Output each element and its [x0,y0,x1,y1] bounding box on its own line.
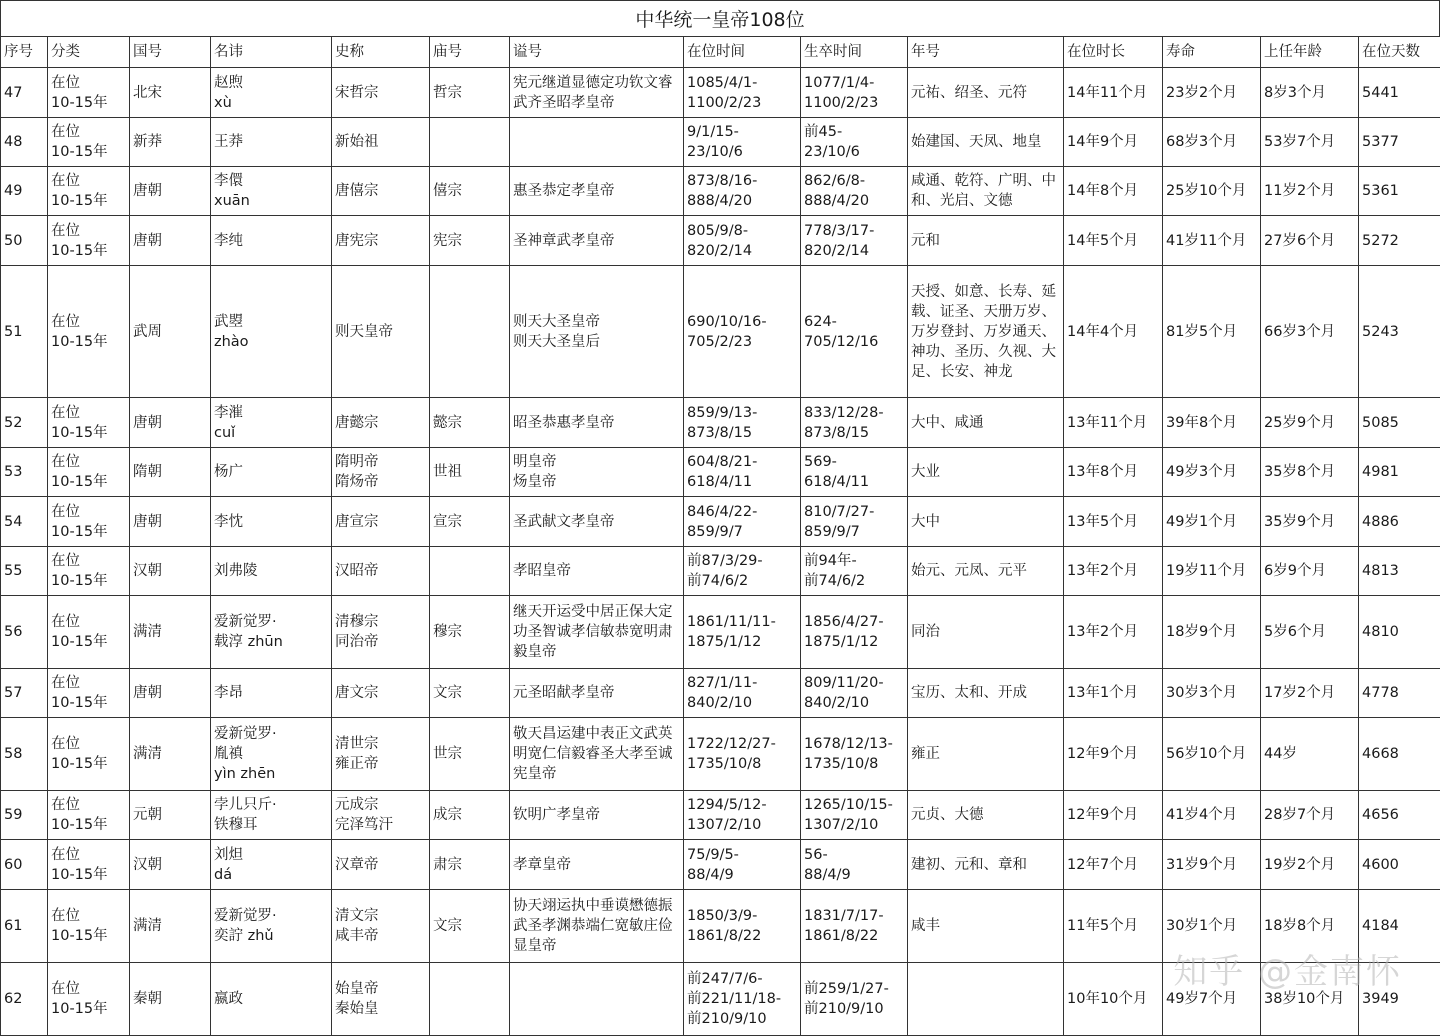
table-cell[interactable] [430,118,510,167]
table-cell[interactable]: 778/3/17- 820/2/14 [801,216,908,266]
table-row[interactable] [1,890,1440,963]
table-cell[interactable]: 810/7/27- 859/9/7 [801,497,908,547]
table-cell[interactable]: 44岁 [1261,718,1359,791]
table-cell[interactable]: 清文宗 咸丰帝 [332,890,430,963]
table-cell[interactable]: 9/1/15- 23/10/6 [684,118,801,167]
table-cell[interactable]: 王莽 [211,118,332,167]
table-cell[interactable]: 汉朝 [130,547,211,596]
table-cell[interactable]: 李儇 xuān [211,167,332,216]
table-cell[interactable]: 4981 [1359,448,1440,497]
table-cell[interactable]: 4813 [1359,547,1440,596]
column-header[interactable]: 分类 [48,37,130,68]
table-cell[interactable]: 4778 [1359,669,1440,718]
table-row[interactable] [1,118,1440,167]
table-cell[interactable]: 30岁1个月 [1163,890,1261,963]
table-cell[interactable]: 8岁3个月 [1261,68,1359,118]
table-row[interactable] [1,596,1440,669]
column-header[interactable]: 庙号 [430,37,510,68]
table-cell[interactable]: 前87/3/29- 前74/6/2 [684,547,801,596]
table-row[interactable] [1,963,1440,1036]
table-cell[interactable]: 11岁2个月 [1261,167,1359,216]
table-cell[interactable]: 66岁3个月 [1261,266,1359,398]
table-cell[interactable]: 在位 10-15年 [48,167,130,216]
table-cell[interactable]: 14年9个月 [1064,118,1163,167]
table-cell[interactable]: 在位 10-15年 [48,718,130,791]
table-row[interactable] [1,497,1440,547]
column-header[interactable]: 寿命 [1163,37,1261,68]
header-row [1,37,1440,68]
table-cell[interactable]: 51 [1,266,48,398]
table-cell[interactable]: 在位 10-15年 [48,840,130,890]
table-cell[interactable]: 58 [1,718,48,791]
table-cell[interactable]: 13年2个月 [1064,547,1163,596]
column-header[interactable]: 上任年龄 [1261,37,1359,68]
table-cell[interactable] [510,118,684,167]
table-body [1,68,1440,1036]
table-cell[interactable]: 大中、咸通 [908,398,1064,448]
table-cell[interactable]: 协天翊运执中垂谟懋德振武圣孝渊恭端仁宽敏庄俭显皇帝 [510,890,684,963]
table-cell[interactable]: 5441 [1359,68,1440,118]
table-cell[interactable]: 49 [1,167,48,216]
table-cell[interactable]: 在位 10-15年 [48,596,130,669]
table-cell[interactable]: 大业 [908,448,1064,497]
table-cell[interactable]: 天授、如意、长寿、延载、证圣、天册万岁、万岁登封、万岁通天、神功、圣历、久视、大足、长安、神龙 [908,266,1064,398]
table-cell[interactable]: 1678/12/13- 1735/10/8 [801,718,908,791]
table-cell[interactable] [510,963,684,1036]
table-cell[interactable]: 60 [1,840,48,890]
table-cell[interactable]: 则天大圣皇帝 则天大圣皇后 [510,266,684,398]
table-cell[interactable] [430,547,510,596]
table-cell[interactable]: 钦明广孝皇帝 [510,791,684,840]
table-cell[interactable]: 嬴政 [211,963,332,1036]
table-cell[interactable]: 35岁8个月 [1261,448,1359,497]
column-header[interactable]: 国号 [130,37,211,68]
table-cell[interactable]: 41岁4个月 [1163,791,1261,840]
table-cell[interactable]: 唐朝 [130,216,211,266]
table-cell[interactable]: 5085 [1359,398,1440,448]
table-cell[interactable]: 宋哲宗 [332,68,430,118]
table-cell[interactable]: 39年8个月 [1163,398,1261,448]
table-cell[interactable]: 3949 [1359,963,1440,1036]
table-cell[interactable]: 18岁8个月 [1261,890,1359,963]
table-cell[interactable]: 世宗 [430,718,510,791]
table-cell[interactable]: 唐僖宗 [332,167,430,216]
table-cell[interactable]: 809/11/20- 840/2/10 [801,669,908,718]
table-cell[interactable]: 咸通、乾符、广明、中和、光启、文德 [908,167,1064,216]
table-row[interactable] [1,547,1440,596]
column-header[interactable]: 年号 [908,37,1064,68]
table-cell[interactable]: 49岁3个月 [1163,448,1261,497]
table-cell[interactable]: 唐懿宗 [332,398,430,448]
table-cell[interactable]: 满清 [130,890,211,963]
table-cell[interactable]: 25岁9个月 [1261,398,1359,448]
table-cell[interactable]: 元和 [908,216,1064,266]
table-cell[interactable]: 5272 [1359,216,1440,266]
table-cell[interactable]: 始元、元凤、元平 [908,547,1064,596]
column-header[interactable]: 序号 [1,37,48,68]
table-cell[interactable]: 75/9/5- 88/4/9 [684,840,801,890]
table-row[interactable] [1,216,1440,266]
table-cell[interactable]: 爱新觉罗· 胤禛 yìn zhēn [211,718,332,791]
table-cell[interactable]: 唐宪宗 [332,216,430,266]
table-cell[interactable]: 690/10/16- 705/2/23 [684,266,801,398]
table-cell[interactable]: 李漼 cuǐ [211,398,332,448]
table-cell[interactable]: 41岁11个月 [1163,216,1261,266]
table-cell[interactable]: 17岁2个月 [1261,669,1359,718]
table-cell[interactable]: 穆宗 [430,596,510,669]
table-cell[interactable]: 57 [1,669,48,718]
table-cell[interactable]: 49岁7个月 [1163,963,1261,1036]
table-cell[interactable]: 惠圣恭定孝皇帝 [510,167,684,216]
table-cell[interactable]: 前259/1/27- 前210/9/10 [801,963,908,1036]
table-cell[interactable]: 清穆宗 同治帝 [332,596,430,669]
table-cell[interactable]: 咸丰 [908,890,1064,963]
table-cell[interactable]: 846/4/22- 859/9/7 [684,497,801,547]
table-cell[interactable] [430,266,510,398]
table-cell[interactable]: 成宗 [430,791,510,840]
table-cell[interactable]: 在位 10-15年 [48,963,130,1036]
table-cell[interactable]: 始建国、天凤、地皇 [908,118,1064,167]
table-cell[interactable]: 昭圣恭惠孝皇帝 [510,398,684,448]
table-cell[interactable]: 27岁6个月 [1261,216,1359,266]
table-cell[interactable]: 6岁9个月 [1261,547,1359,596]
table-cell[interactable]: 始皇帝 秦始皇 [332,963,430,1036]
table-cell[interactable]: 833/12/28- 873/8/15 [801,398,908,448]
table-cell[interactable]: 62 [1,963,48,1036]
table-cell[interactable]: 武曌 zhào [211,266,332,398]
column-header[interactable]: 名讳 [211,37,332,68]
table-cell[interactable]: 清世宗 雍正帝 [332,718,430,791]
table-cell[interactable]: 在位 10-15年 [48,497,130,547]
table-cell[interactable]: 元祐、绍圣、元符 [908,68,1064,118]
table-cell[interactable]: 前45- 23/10/6 [801,118,908,167]
table-cell[interactable]: 隋朝 [130,448,211,497]
table-cell[interactable]: 18岁9个月 [1163,596,1261,669]
table-cell[interactable]: 圣武献文孝皇帝 [510,497,684,547]
table-cell[interactable]: 唐文宗 [332,669,430,718]
table-cell[interactable]: 建初、元和、章和 [908,840,1064,890]
column-header[interactable]: 在位天数 [1359,37,1440,68]
table-cell[interactable]: 世祖 [430,448,510,497]
table-cell[interactable]: 31岁9个月 [1163,840,1261,890]
table-cell[interactable]: 前247/7/6- 前221/11/18- 前210/9/10 [684,963,801,1036]
table-cell[interactable]: 569- 618/4/11 [801,448,908,497]
table-cell[interactable]: 文宗 [430,890,510,963]
sheet-title: 中华统一皇帝108位 [0,0,1440,36]
table-cell[interactable]: 唐朝 [130,167,211,216]
table-cell[interactable]: 元成宗 完泽笃汗 [332,791,430,840]
table-cell[interactable]: 唐朝 [130,669,211,718]
table-cell[interactable]: 明皇帝 炀皇帝 [510,448,684,497]
table-cell[interactable]: 前94年- 前74/6/2 [801,547,908,596]
table-cell[interactable]: 元朝 [130,791,211,840]
table-cell[interactable]: 新莽 [130,118,211,167]
table-cell[interactable]: 哲宗 [430,68,510,118]
table-cell[interactable]: 14年5个月 [1064,216,1163,266]
table-cell[interactable]: 爱新觉罗· 奕詝 zhǔ [211,890,332,963]
table-cell[interactable]: 在位 10-15年 [48,890,130,963]
table-cell[interactable]: 懿宗 [430,398,510,448]
table-cell[interactable]: 52 [1,398,48,448]
table-cell[interactable]: 50 [1,216,48,266]
emperor-table [0,36,1440,1036]
table-cell[interactable]: 圣神章武孝皇帝 [510,216,684,266]
table-cell[interactable]: 元圣昭献孝皇帝 [510,669,684,718]
table-cell[interactable]: 13年11个月 [1064,398,1163,448]
column-header[interactable]: 生卒时间 [801,37,908,68]
table-cell[interactable]: 在位 10-15年 [48,669,130,718]
column-header[interactable]: 史称 [332,37,430,68]
table-cell[interactable] [430,963,510,1036]
table-cell[interactable]: 805/9/8- 820/2/14 [684,216,801,266]
table-cell[interactable]: 81岁5个月 [1163,266,1261,398]
table-row[interactable] [1,791,1440,840]
table-cell[interactable]: 在位 10-15年 [48,266,130,398]
table-cell[interactable]: 14年8个月 [1064,167,1163,216]
table-cell[interactable]: 僖宗 [430,167,510,216]
table-cell[interactable]: 873/8/16- 888/4/20 [684,167,801,216]
table-cell[interactable]: 53 [1,448,48,497]
table-row[interactable] [1,718,1440,791]
table-cell[interactable]: 4656 [1359,791,1440,840]
table-cell[interactable]: 11年5个月 [1064,890,1163,963]
table-cell[interactable]: 唐宣宗 [332,497,430,547]
table-cell[interactable]: 唐朝 [130,497,211,547]
table-cell[interactable]: 在位 10-15年 [48,791,130,840]
table-row[interactable] [1,669,1440,718]
table-cell[interactable]: 624- 705/12/16 [801,266,908,398]
table-cell[interactable]: 宪宗 [430,216,510,266]
table-cell[interactable]: 23岁2个月 [1163,68,1261,118]
table-cell[interactable]: 1294/5/12- 1307/2/10 [684,791,801,840]
table-row[interactable] [1,398,1440,448]
table-cell[interactable]: 同治 [908,596,1064,669]
table-cell[interactable]: 12年9个月 [1064,718,1163,791]
table-cell[interactable]: 宣宗 [430,497,510,547]
table-cell[interactable]: 敬天昌运建中表正文武英明宽仁信毅睿圣大孝至诚宪皇帝 [510,718,684,791]
table-cell[interactable]: 30岁3个月 [1163,669,1261,718]
table-cell[interactable]: 孝昭皇帝 [510,547,684,596]
table-cell[interactable]: 肃宗 [430,840,510,890]
table-cell[interactable]: 1861/11/11- 1875/1/12 [684,596,801,669]
table-cell[interactable]: 赵煦 xù [211,68,332,118]
table-cell[interactable]: 继天开运受中居正保大定功圣智诚孝信敏恭宽明肃毅皇帝 [510,596,684,669]
table-cell[interactable]: 1831/7/17- 1861/8/22 [801,890,908,963]
table-cell[interactable]: 宪元继道显德定功钦文睿武齐圣昭孝皇帝 [510,68,684,118]
table-cell[interactable]: 1856/4/27- 1875/1/12 [801,596,908,669]
table-cell[interactable]: 38岁10个月 [1261,963,1359,1036]
column-header[interactable]: 在位时长 [1064,37,1163,68]
table-cell[interactable]: 汉昭帝 [332,547,430,596]
table-cell[interactable]: 在位 10-15年 [48,118,130,167]
table-cell[interactable]: 1085/4/1- 1100/2/23 [684,68,801,118]
table-cell[interactable]: 55 [1,547,48,596]
table-cell[interactable]: 5361 [1359,167,1440,216]
table-cell[interactable]: 李昂 [211,669,332,718]
table-cell[interactable]: 48 [1,118,48,167]
table-cell[interactable]: 59 [1,791,48,840]
table-cell[interactable]: 4184 [1359,890,1440,963]
table-cell[interactable]: 4886 [1359,497,1440,547]
table-cell[interactable]: 汉朝 [130,840,211,890]
table-row[interactable] [1,448,1440,497]
table-cell[interactable]: 在位 10-15年 [48,216,130,266]
table-row[interactable] [1,840,1440,890]
table-cell[interactable]: 李忱 [211,497,332,547]
table-cell[interactable]: 1077/1/4- 1100/2/23 [801,68,908,118]
table-cell[interactable]: 35岁9个月 [1261,497,1359,547]
table-cell[interactable]: 刘弗陵 [211,547,332,596]
table-cell[interactable]: 满清 [130,718,211,791]
table-cell[interactable]: 唐朝 [130,398,211,448]
table-cell[interactable]: 4600 [1359,840,1440,890]
table-cell[interactable]: 在位 10-15年 [48,398,130,448]
table-cell[interactable]: 14年11个月 [1064,68,1163,118]
table-cell[interactable]: 827/1/11- 840/2/10 [684,669,801,718]
table-cell[interactable]: 元贞、大德 [908,791,1064,840]
table-cell[interactable]: 19岁2个月 [1261,840,1359,890]
table-cell[interactable]: 满清 [130,596,211,669]
table-cell[interactable]: 雍正 [908,718,1064,791]
table-cell[interactable]: 47 [1,68,48,118]
table-cell[interactable]: 杨广 [211,448,332,497]
table-cell[interactable]: 隋明帝 隋炀帝 [332,448,430,497]
table-cell[interactable]: 13年1个月 [1064,669,1163,718]
table-cell[interactable]: 1265/10/15- 1307/2/10 [801,791,908,840]
table-cell[interactable]: 61 [1,890,48,963]
table-cell[interactable]: 49岁1个月 [1163,497,1261,547]
table-cell[interactable]: 刘炟 dá [211,840,332,890]
table-cell[interactable]: 5岁6个月 [1261,596,1359,669]
table-cell[interactable]: 大中 [908,497,1064,547]
table-cell[interactable]: 则天皇帝 [332,266,430,398]
table-row[interactable] [1,266,1440,398]
table-cell[interactable]: 在位 10-15年 [48,547,130,596]
table-cell[interactable]: 13年5个月 [1064,497,1163,547]
table-cell[interactable]: 68岁3个月 [1163,118,1261,167]
table-cell[interactable]: 在位 10-15年 [48,448,130,497]
table-cell[interactable]: 19岁11个月 [1163,547,1261,596]
table-cell[interactable]: 武周 [130,266,211,398]
table-cell[interactable]: 1722/12/27- 1735/10/8 [684,718,801,791]
table-cell[interactable]: 12年7个月 [1064,840,1163,890]
table-cell[interactable]: 25岁10个月 [1163,167,1261,216]
table-cell[interactable]: 1850/3/9- 1861/8/22 [684,890,801,963]
table-cell[interactable]: 56 [1,596,48,669]
table-cell[interactable]: 4810 [1359,596,1440,669]
table-cell[interactable]: 56- 88/4/9 [801,840,908,890]
table-cell[interactable]: 爱新觉罗· 载淳 zhūn [211,596,332,669]
table-cell[interactable]: 54 [1,497,48,547]
table-cell[interactable]: 14年4个月 [1064,266,1163,398]
table-cell[interactable]: 在位 10-15年 [48,68,130,118]
table-cell[interactable]: 5243 [1359,266,1440,398]
table-cell[interactable]: 13年2个月 [1064,596,1163,669]
table-cell[interactable]: 859/9/13- 873/8/15 [684,398,801,448]
table-cell[interactable]: 5377 [1359,118,1440,167]
table-row[interactable] [1,167,1440,216]
column-header[interactable]: 在位时间 [684,37,801,68]
table-cell[interactable]: 4668 [1359,718,1440,791]
table-row[interactable] [1,68,1440,118]
table-cell[interactable]: 新始祖 [332,118,430,167]
table-cell[interactable]: 10年10个月 [1064,963,1163,1036]
table-cell[interactable]: 宝历、太和、开成 [908,669,1064,718]
table-cell[interactable]: 56岁10个月 [1163,718,1261,791]
watermark: 知乎 @金南怀 [1173,944,1402,993]
table-cell[interactable]: 北宋 [130,68,211,118]
column-header[interactable]: 谥号 [510,37,684,68]
table-cell[interactable]: 汉章帝 [332,840,430,890]
table-cell[interactable]: 孝章皇帝 [510,840,684,890]
table-cell[interactable]: 秦朝 [130,963,211,1036]
table-cell[interactable]: 李纯 [211,216,332,266]
table-cell[interactable]: 文宗 [430,669,510,718]
table-cell[interactable]: 53岁7个月 [1261,118,1359,167]
table-cell[interactable]: 13年8个月 [1064,448,1163,497]
table-cell[interactable]: 604/8/21- 618/4/11 [684,448,801,497]
table-cell[interactable]: 862/6/8- 888/4/20 [801,167,908,216]
table-cell[interactable]: 孛儿只斤· 铁穆耳 [211,791,332,840]
table-cell[interactable] [908,963,1064,1036]
table-cell[interactable]: 12年9个月 [1064,791,1163,840]
table-cell[interactable]: 28岁7个月 [1261,791,1359,840]
